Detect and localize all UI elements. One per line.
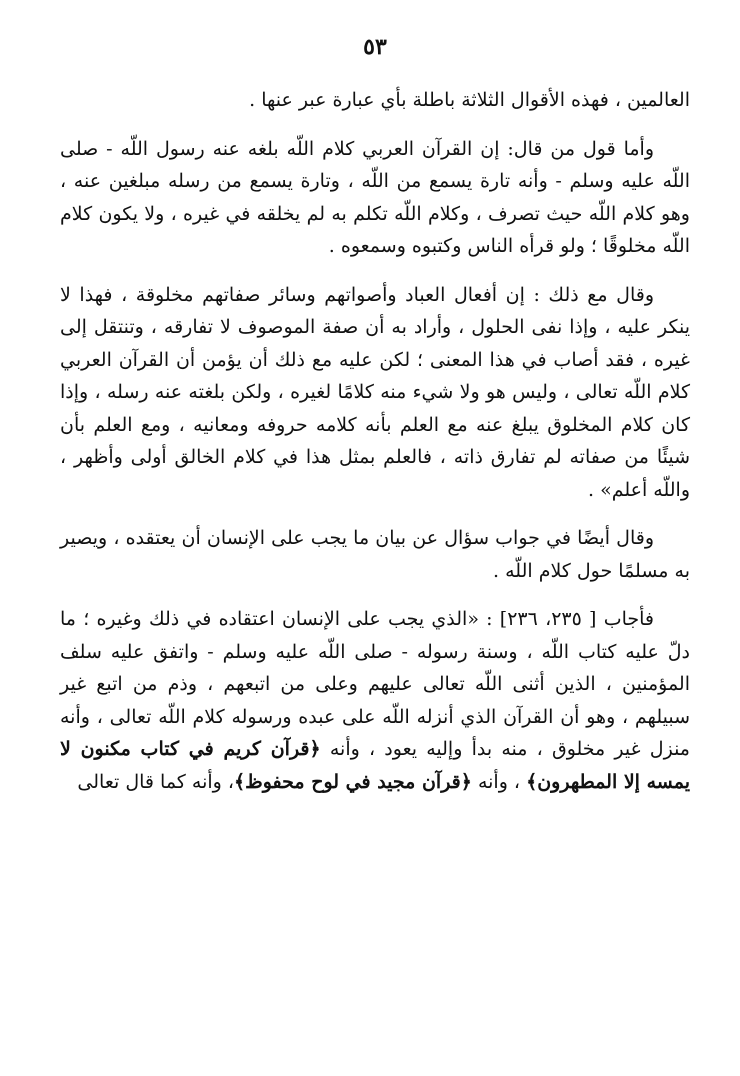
paragraph-4 bbox=[60, 522, 690, 587]
paragraph-5 bbox=[60, 603, 690, 798]
paragraph-text: وأما قول من قال: إن القرآن العربي كلام اللّه بلغه عنه رسول اللّه - صلى اللّه عليه وسلم - وأنه تارة يسمع من اللّه ، وتارة يسمع من رسله مبلغين عنه ، وهو كلام اللّه حيث تصرف ، وكلام اللّه تكلم به لم يخلقه في غيره ، ولا يكون كلام اللّه مخلوقًا ؛ ولو قرأه الناس وكتبوه وسمعوه . bbox=[60, 137, 690, 257]
paragraph-text: وقال مع ذلك : إن أفعال العباد وأصواتهم وسائر صفاتهم مخلوقة ، فهذا لا ينكر عليه ، وإذا نفى الحلول ، وأراد به أن صفة الموصوف لا تفارقه ، وتنتقل إلى غيره ، فقد أصاب في هذا المعنى ؛ لكن عليه مع ذلك أن يؤمن أن القرآن العربي كلام اللّه تعالى ، وليس هو ولا شيء منه كلامًا لغيره ، ولكن بلغته عنه رسله ، وإذا كان كلام المخلوق يبلغ عنه مع العلم بأنه كلامه حروفه ومعانيه ، ومع العلم بأن شيئًا من صفاته لم تفارق ذاته ، فالعلم بمثل هذا في كلام الخالق أولى وأظهر ، واللّه أعلم» . bbox=[60, 283, 690, 501]
paragraph-text: فأجاب [ ٢٣٥، ٢٣٦] : «الذي يجب على الإنسان اعتقاده في ذلك وغيره ؛ ما دلّ عليه كتاب اللّه ، وسنة رسوله - صلى اللّه عليه وسلم - واتفق عليه سلف المؤمنين ، الذين أثنى اللّه تعالى عليهم وعلى من اتبعهم ، وذم من اتبع غير سبيلهم ، وهو أن القرآن الذي أنزله اللّه على عبده ورسوله كلام اللّه تعالى ، وأنه منزل غير مخلوق ، منه بدأ وإليه يعود ، وأنه bbox=[60, 608, 690, 760]
paragraph-text: ، وأنه bbox=[471, 770, 527, 793]
paragraph-2 bbox=[60, 133, 690, 263]
quran-quote: ﴿قرآن كريم في كتاب مكنون لا يمسه إلا المطهرون﴾ bbox=[60, 738, 690, 793]
paragraph-text: العالمين ، فهذه الأقوال الثلاثة باطلة بأي عبارة عبر عنها . bbox=[249, 89, 690, 111]
paragraph-text: وقال أيضًا في جواب سؤال عن بيان ما يجب على الإنسان أن يعتقده ، ويصير به مسلمًا حول كلام اللّه . bbox=[60, 527, 690, 582]
paragraph-3 bbox=[60, 279, 690, 507]
quran-quote: ﴿قرآن مجيد في لوح محفوظ﴾ bbox=[234, 770, 472, 793]
page-number: ٥٣ bbox=[363, 34, 387, 60]
paragraph-text: ، وأنه كما قال تعالى bbox=[77, 770, 234, 793]
paragraph-1 bbox=[60, 84, 690, 117]
